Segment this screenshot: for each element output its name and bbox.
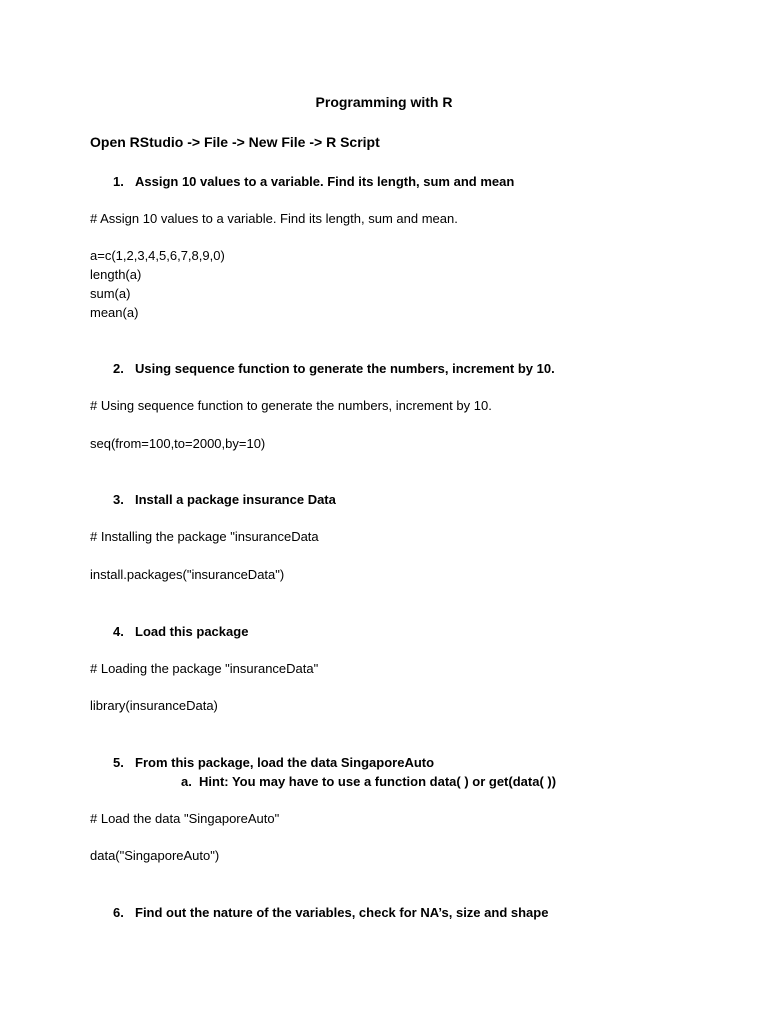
question-2-comment: # Using sequence function to generate the numbers, increment by 10. bbox=[90, 398, 492, 413]
question-3-code: install.packages("insuranceData") bbox=[90, 567, 285, 582]
question-5-comment: # Load the data "SingaporeAuto" bbox=[90, 811, 280, 826]
question-4-code: library(insuranceData) bbox=[90, 698, 218, 713]
question-4-text: Load this package bbox=[135, 624, 249, 639]
question-4-comment: # Loading the package "insuranceData" bbox=[90, 661, 319, 676]
question-1-number: 1. bbox=[113, 174, 124, 189]
question-1-code-line-3: sum(a) bbox=[90, 286, 131, 301]
question-5-text: From this package, load the data SingaporeAuto bbox=[135, 755, 435, 770]
question-1-code-line-4: mean(a) bbox=[90, 305, 139, 320]
question-6-number: 6. bbox=[113, 905, 124, 920]
question-3-text: Install a package insurance Data bbox=[135, 492, 336, 507]
question-2-code: seq(from=100,to=2000,by=10) bbox=[90, 436, 266, 451]
question-1-comment: # Assign 10 values to a variable. Find its length, sum and mean. bbox=[90, 211, 458, 226]
question-1-code-line-1: a=c(1,2,3,4,5,6,7,8,9,0) bbox=[90, 248, 225, 263]
page-subtitle: Open RStudio -> File -> New File -> R Script bbox=[90, 134, 380, 150]
question-2-number: 2. bbox=[113, 361, 124, 376]
question-1-text: Assign 10 values to a variable. Find its length, sum and mean bbox=[135, 174, 515, 189]
question-4-number: 4. bbox=[113, 624, 124, 639]
question-5-hint-number: a. bbox=[181, 774, 192, 789]
question-1-code-line-2: length(a) bbox=[90, 267, 142, 282]
question-3-comment: # Installing the package "insuranceData bbox=[90, 529, 319, 544]
question-2-text: Using sequence function to generate the numbers, increment by 10. bbox=[135, 361, 555, 376]
question-3-number: 3. bbox=[113, 492, 124, 507]
page-title: Programming with R bbox=[315, 94, 453, 110]
question-6-text: Find out the nature of the variables, check for NA’s, size and shape bbox=[135, 905, 549, 920]
question-5-code: data("SingaporeAuto") bbox=[90, 848, 220, 863]
question-5-number: 5. bbox=[113, 755, 124, 770]
question-5-hint-text: Hint: You may have to use a function data( ) or get(data( )) bbox=[199, 774, 557, 789]
